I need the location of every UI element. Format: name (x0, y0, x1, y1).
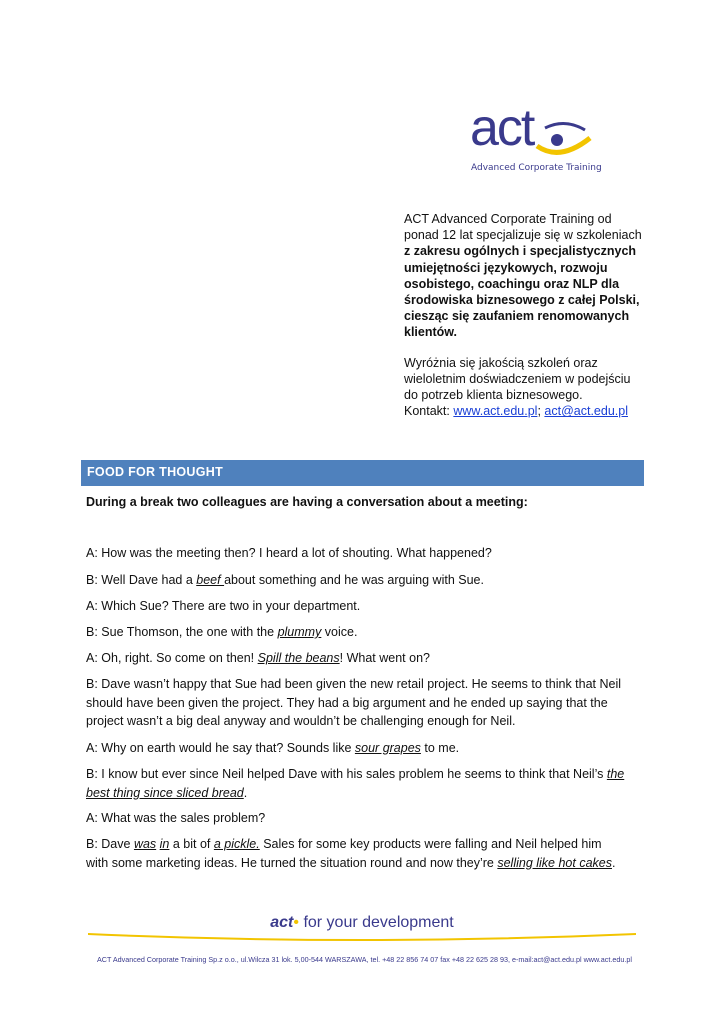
eye-swoosh-icon (535, 118, 595, 158)
idiom: plummy (277, 625, 322, 639)
idiom: Spill the beans (257, 651, 340, 665)
intro-plain: ACT Advanced Corporate Training od ponad 12 lat specjalizuje się w szkoleniach (404, 212, 642, 243)
dialog-text: voice. (321, 625, 358, 639)
dialog-text: to me. (420, 741, 460, 755)
idiom: the best thing since sliced bread (86, 767, 625, 800)
dialog-text: B: I know but ever since Neil helped Dave with his sales problem he seems to think that Neil’s (86, 767, 607, 781)
dialog-text: ! What went on? (339, 651, 430, 665)
dialog-line: A: What was the sales problem? (86, 811, 266, 825)
dialog-text: B: Sue Thomson, the one with the (86, 625, 278, 639)
footer-logo-slogan: for your development (303, 914, 454, 931)
intro-bold: z zakresu ogólnych i specjalistycznych umiejętności językowych, rozwoju osobistego, coachingu oraz NLP dla środowiska biznesowego z całej Polski, ciesząc się zaufaniem renomowanych klientów. (404, 244, 640, 340)
dialog-text: . (243, 785, 248, 800)
idiom: beef (196, 573, 225, 587)
dialog-text: B: Dave (86, 837, 134, 851)
email-link[interactable]: act@act.edu.pl (544, 404, 628, 419)
section-title: FOOD FOR THOUGHT (87, 465, 224, 479)
contact-separator: ; (537, 404, 541, 419)
dialog-text: a bit of (169, 837, 214, 851)
dialog-text: about something and he was arguing with Sue. (224, 573, 484, 587)
footer-address: ACT Advanced Corporate Training Sp.z o.o., ul.Wilcza 31 lok. 5,00-544 WARSZAWA, tel. +48 22 856 74 07 fax +48 22 625 28 93, e-mail:act@act.edu.pl www.act.edu.pl (97, 955, 632, 964)
contact-label: Kontakt: (404, 404, 450, 419)
dialog-line: A: Which Sue? There are two in your department. (86, 599, 361, 613)
idiom: was (133, 837, 157, 851)
dialog-line (86, 623, 626, 642)
dialog-line: B: Dave wasn’t happy that Sue had been given the new retail project. He seems to think that Neil should have been given the project. They had a big argument and he ended up saying that the project wasn’t a big deal anyway and wouldn’t be challenging enough for Neil. (86, 677, 622, 728)
dialog-text: A: Why on earth would he say that? Sounds like (86, 741, 355, 755)
section-header-bar (81, 460, 644, 486)
footer-dot-icon: • (293, 914, 299, 931)
dialog-text: . (612, 855, 616, 870)
dialog-line: A: How was the meeting then? I heard a lot of shouting. What happened? (86, 546, 492, 560)
idiom: sour grapes (354, 741, 421, 755)
dialog-line (86, 649, 626, 668)
website-link[interactable]: www.act.edu.pl (453, 404, 538, 419)
idiom: a pickle. (213, 837, 260, 851)
intro-paragraph-2 (404, 355, 644, 420)
intro-paragraph-1 (404, 211, 644, 341)
act-logo (465, 99, 602, 180)
logo-wordmark: act (470, 99, 534, 157)
dialog-line (86, 765, 626, 802)
company-intro (404, 211, 644, 419)
intro-p2-text: Wyróżnia się jakością szkoleń oraz wieloletnim doświadczeniem w podejściu do potrzeb klienta biznesowego. (404, 355, 631, 403)
footer-swoosh-icon (88, 930, 636, 946)
dialog-text: A: Oh, right. So come on then! (86, 651, 258, 665)
footer-logo-act: act (270, 914, 294, 931)
lead-sentence: During a break two colleagues are having a conversation about a meeting: (86, 495, 528, 509)
dialog-line (86, 739, 626, 758)
idiom: in (159, 837, 170, 851)
logo-tagline: Advanced Corporate Training (471, 163, 602, 173)
dialog-line (86, 571, 626, 590)
dialog-line (86, 835, 626, 872)
idiom: selling like hot cakes (497, 855, 612, 870)
dialog-text: Sales for some key products were falling and Neil helped him with some marketing ideas. He turned the situation round and now they’re (86, 837, 602, 870)
dialog-text: B: Well Dave had a (86, 573, 197, 587)
